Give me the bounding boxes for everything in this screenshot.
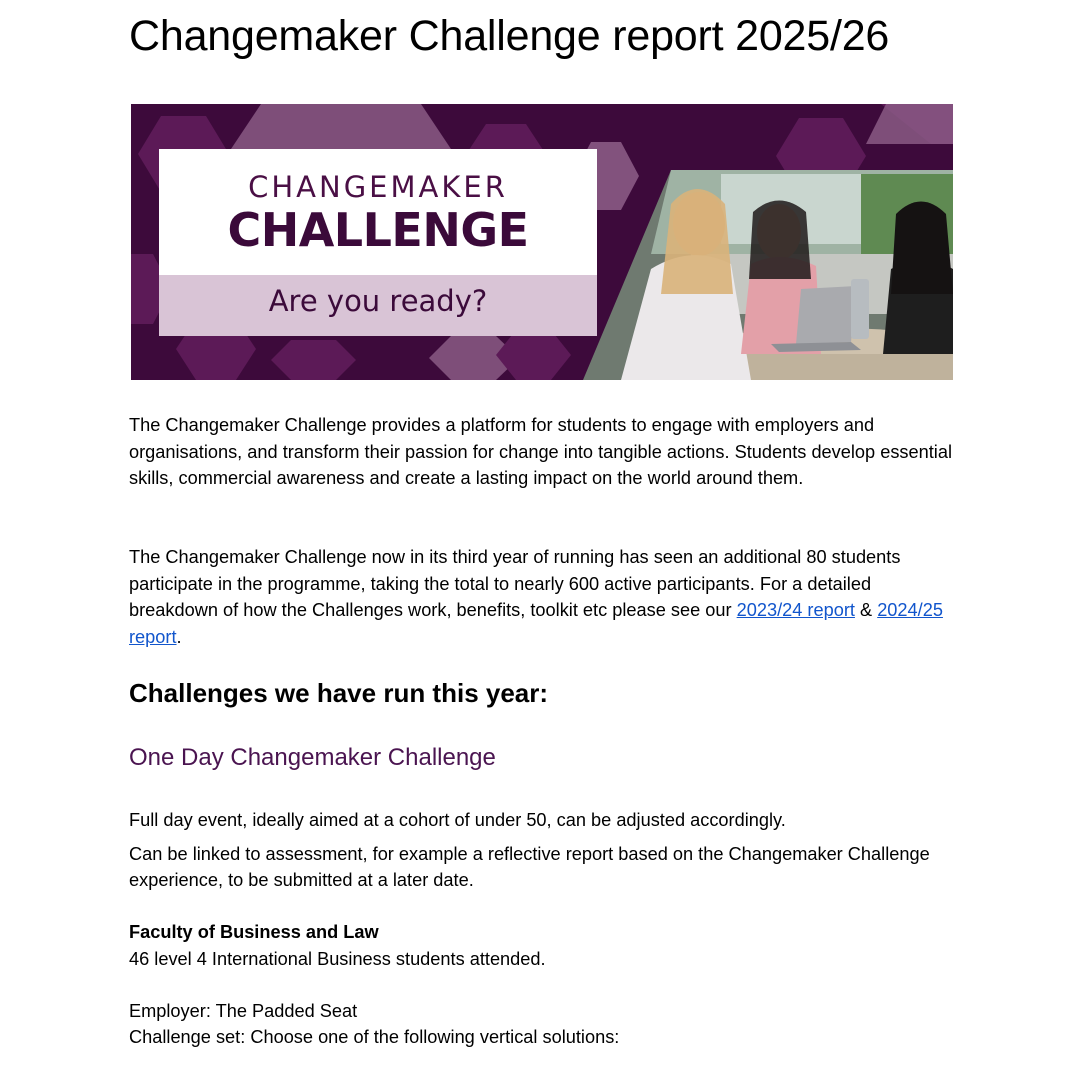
report-2024-25-link[interactable]: 2024/25 report bbox=[129, 600, 943, 647]
report-2023-24-link[interactable]: 2023/24 report bbox=[736, 600, 855, 620]
banner-title-line1: CHANGEMAKER bbox=[248, 170, 508, 204]
section-heading: Challenges we have run this year: bbox=[129, 678, 549, 708]
document-title: Changemaker Challenge report 2025/26 bbox=[129, 12, 890, 60]
challenge-description-2: Can be linked to assessment, for example a reflective report based on the Changemaker Challenge experience, to be submitted at a later date. bbox=[129, 844, 930, 890]
attendance-text: 46 level 4 International Business students attended. bbox=[129, 949, 546, 969]
faculty-name: Faculty of Business and Law bbox=[129, 922, 379, 942]
employer-text: Employer: The Padded Seat bbox=[129, 1001, 358, 1021]
paragraph-end: . bbox=[176, 626, 182, 647]
challenge-description-1: Full day event, ideally aimed at a cohort of under 50, can be adjusted accordingly. bbox=[129, 810, 786, 830]
intro-paragraph-2-text: The Changemaker Challenge now in its third year of running has seen an additional 80 students participate in the programme, taking the total to nearly 600 active participants. For a detailed breakdown of how the Challenges work, benefits, toolkit etc please see our bbox=[129, 547, 901, 620]
banner-title-line2: CHALLENGE bbox=[227, 203, 529, 257]
intro-paragraph-1: The Changemaker Challenge provides a platform for students to engage with employers and organisations, and transform their passion for change into tangible actions. Students develop essential skills, commercial awareness and create a lasting impact on the world around them. bbox=[129, 415, 952, 488]
intro-paragraph-2 bbox=[129, 544, 959, 650]
link-connector: & bbox=[854, 600, 878, 620]
banner-tagline: Are you ready? bbox=[268, 284, 488, 318]
challenge-set-text: Challenge set: Choose one of the following vertical solutions: bbox=[129, 1027, 620, 1047]
challenge-subheading: One Day Changemaker Challenge bbox=[129, 744, 496, 771]
changemaker-banner bbox=[131, 104, 953, 380]
